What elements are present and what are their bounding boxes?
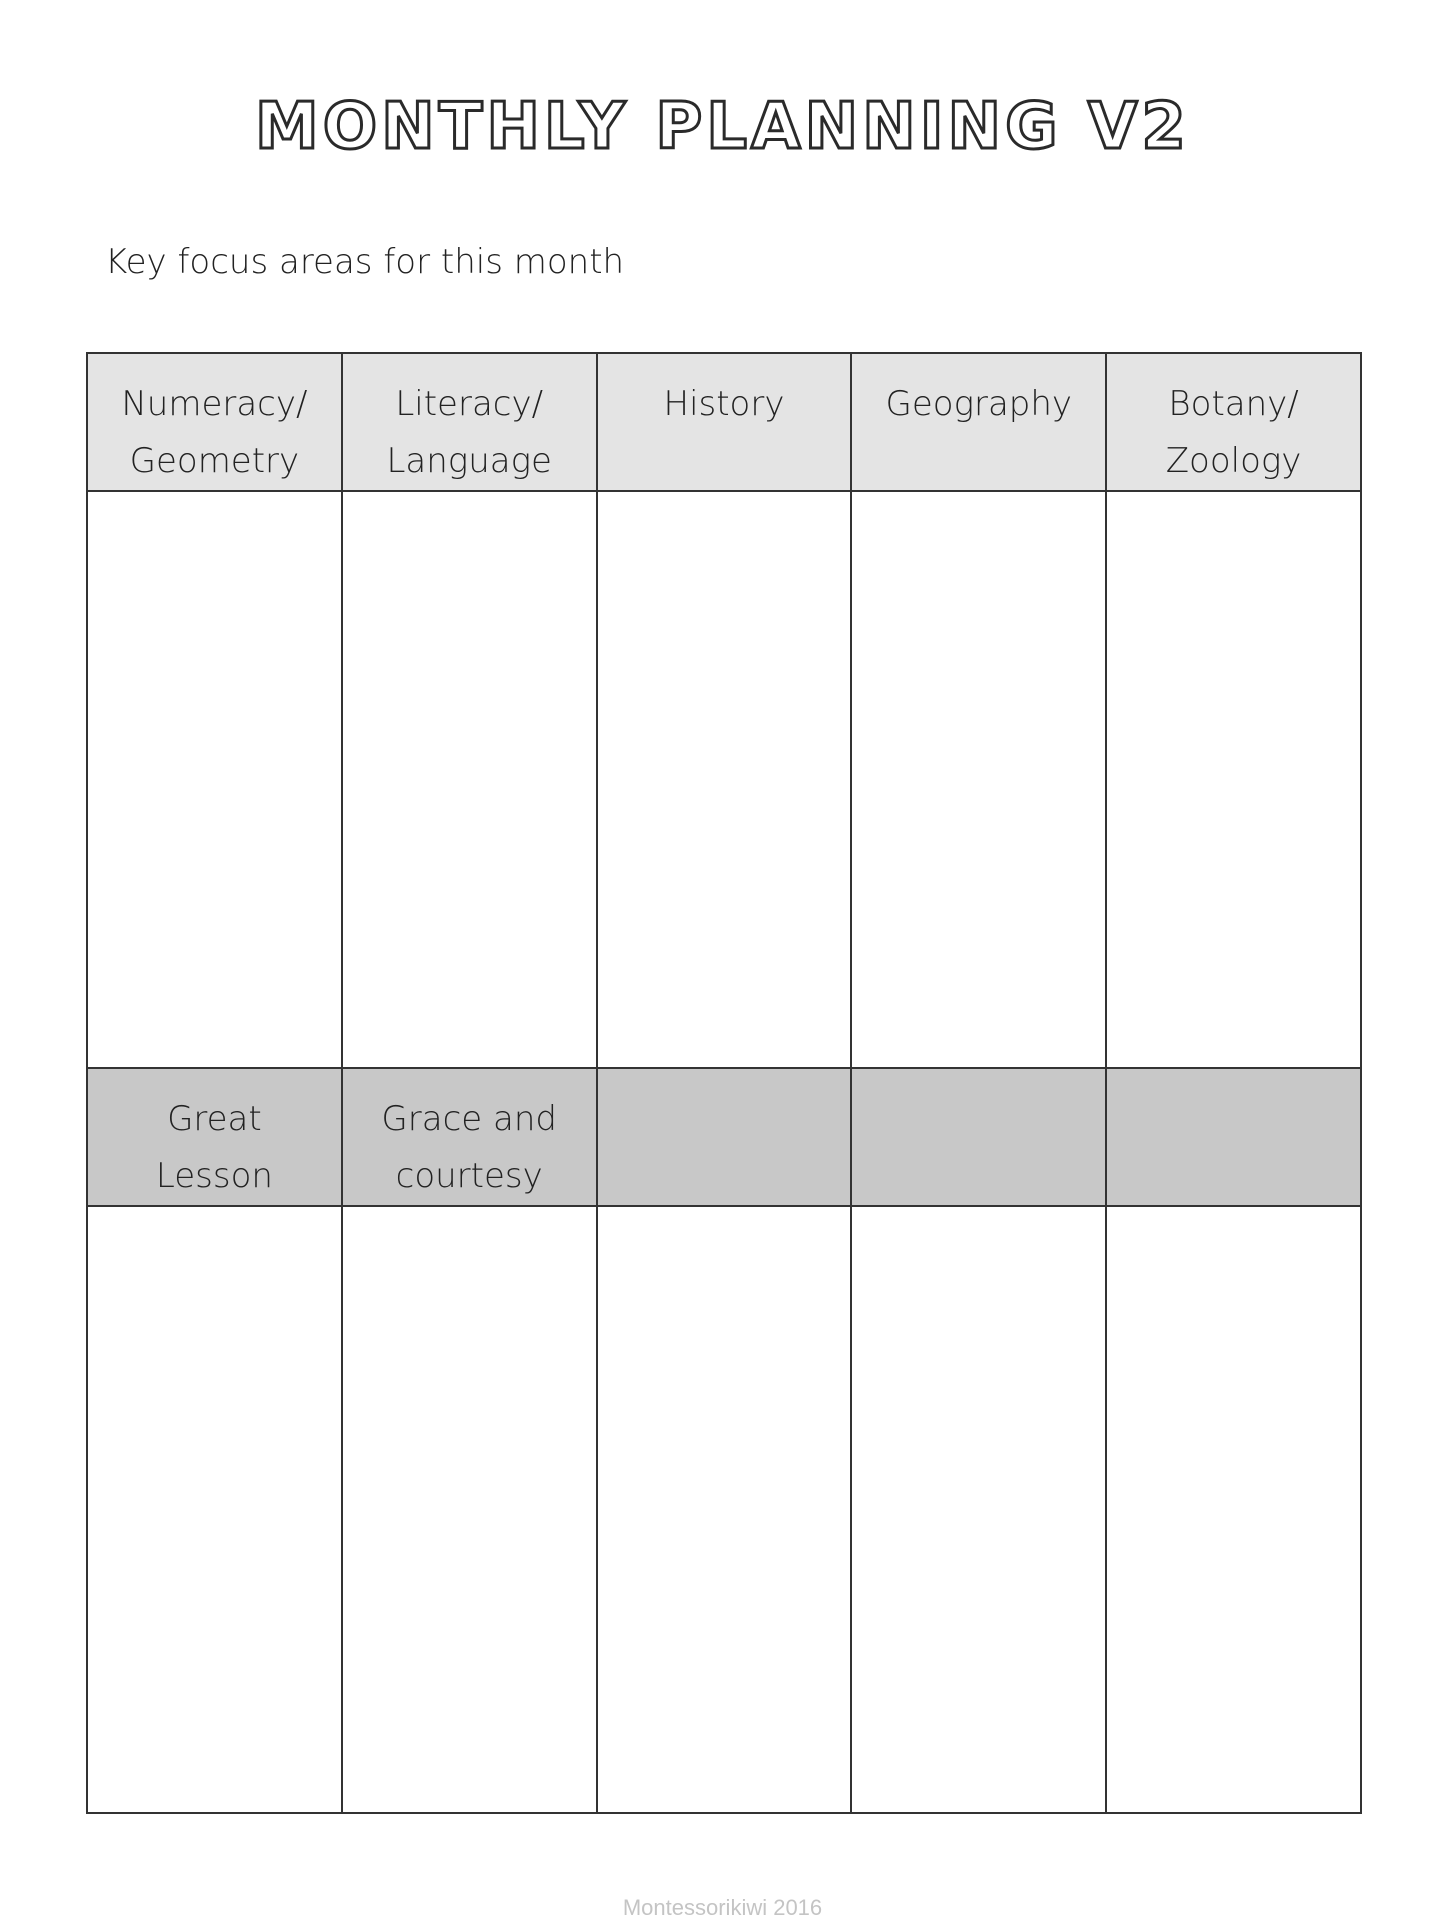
header-label: [1107, 1069, 1360, 1091]
header-label: Botany/ Zoology: [1165, 384, 1302, 481]
planning-cell[interactable]: [1106, 491, 1361, 1068]
planning-table: [86, 352, 1362, 1814]
header-row-other: [87, 1068, 1361, 1206]
header-cell-botany: [1106, 353, 1361, 491]
header-label: [598, 1069, 851, 1091]
header-cell-blank: [597, 1068, 852, 1206]
header-label: Geography: [885, 384, 1073, 424]
header-label: Great Lesson: [155, 1099, 273, 1196]
header-cell-blank: [851, 1068, 1106, 1206]
planning-row-lower: [87, 1206, 1361, 1813]
planning-cell[interactable]: [851, 1206, 1106, 1813]
header-label: History: [663, 384, 785, 424]
planning-cell[interactable]: [342, 1206, 597, 1813]
planning-cell[interactable]: [597, 491, 852, 1068]
header-cell-grace-courtesy: [342, 1068, 597, 1206]
header-row-subjects: [87, 353, 1361, 491]
header-cell-blank: [1106, 1068, 1361, 1206]
planning-cell[interactable]: [87, 1206, 342, 1813]
planning-cell[interactable]: [851, 491, 1106, 1068]
header-cell-literacy: [342, 353, 597, 491]
header-label: Numeracy/ Geometry: [121, 384, 308, 481]
planning-row-upper: [87, 491, 1361, 1068]
focus-areas-subtitle: Key focus areas for this month: [105, 242, 625, 282]
header-cell-geography: [851, 353, 1106, 491]
header-cell-history: [597, 353, 852, 491]
header-cell-great-lesson: [87, 1068, 342, 1206]
header-label: Grace and courtesy: [381, 1099, 557, 1196]
planning-cell[interactable]: [597, 1206, 852, 1813]
planning-cell[interactable]: [342, 491, 597, 1068]
header-label: [852, 1069, 1105, 1091]
planning-cell[interactable]: [87, 491, 342, 1068]
header-cell-numeracy: [87, 353, 342, 491]
header-label: Literacy/ Language: [386, 384, 552, 481]
copyright-footer: Montessorikiwi 2016: [622, 1895, 823, 1920]
page-title: MONTHLY PLANNING V2: [255, 90, 1190, 164]
planning-cell[interactable]: [1106, 1206, 1361, 1813]
